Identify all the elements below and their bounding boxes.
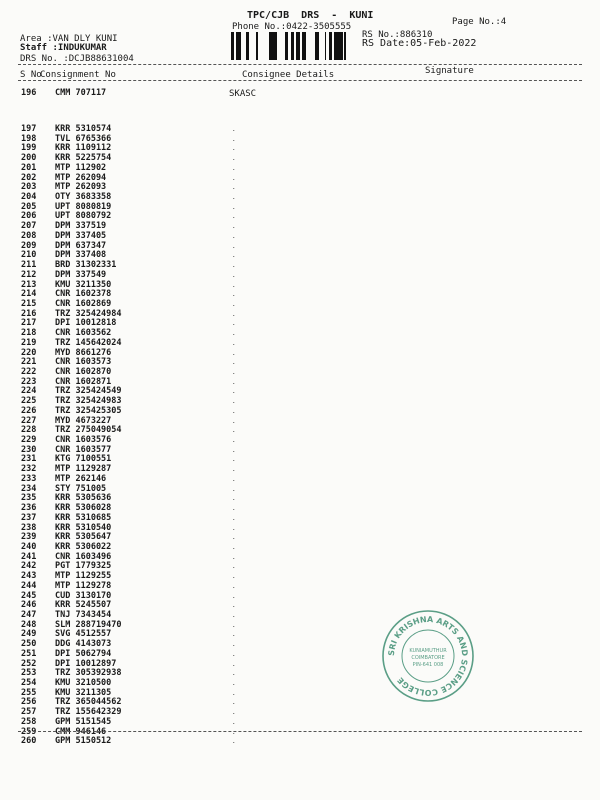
row-sno: 211 (21, 260, 37, 271)
row-consignment: OTY 3683358 (55, 192, 112, 203)
table-row (0, 669, 600, 678)
row-sno: 218 (21, 328, 37, 339)
row-mark: . (232, 514, 236, 522)
table-row (0, 572, 600, 581)
row-sno: 223 (21, 376, 37, 387)
row-sno: 253 (21, 668, 37, 679)
table-row (0, 397, 600, 406)
row-sno: 239 (21, 532, 37, 543)
row-sno: 222 (21, 367, 37, 377)
row-consignment: MTP 262094 (55, 172, 107, 183)
row-mark: . (232, 232, 236, 240)
row-sno: 251 (21, 648, 37, 659)
row-mark: . (232, 252, 236, 260)
row-mark: . (232, 203, 236, 211)
row-sno: 243 (21, 571, 37, 582)
staff-field: Staff :INDUKUMAR (20, 43, 107, 53)
table-row (0, 310, 600, 319)
row-mark: . (232, 174, 236, 182)
row-sno: 231 (21, 454, 37, 465)
row-mark: . (232, 388, 236, 396)
row-consignment: DPM 637347 (55, 240, 107, 251)
table-row (0, 533, 600, 542)
table-row (0, 222, 600, 231)
row-consignment: GPM 5150512 (55, 736, 112, 747)
row-mark: . (232, 300, 236, 308)
row-consignment: KMU 3210500 (55, 678, 112, 689)
row-sno: 226 (21, 405, 37, 416)
table-row (0, 193, 600, 202)
row-sno: 230 (21, 444, 37, 455)
row-mark: . (232, 582, 236, 590)
row-mark: . (232, 485, 236, 493)
row-mark: . (232, 223, 236, 231)
row-mark: . (232, 281, 236, 289)
row-mark: . (232, 524, 236, 532)
table-row (0, 281, 600, 290)
row-consignment: DPM 337408 (55, 250, 107, 261)
row-sno: 248 (21, 619, 37, 630)
row-consignment: TRZ 365044562 (55, 697, 122, 708)
table-row (0, 621, 600, 630)
row-sno: 217 (21, 318, 37, 329)
row-consignment: KMU 3211350 (55, 279, 112, 290)
table-row (0, 319, 600, 328)
row-consignment: CMM 946146 (55, 726, 107, 737)
row-consignment: MYD 4673227 (55, 415, 112, 426)
row-sno: 208 (21, 230, 37, 241)
row-mark: . (232, 602, 236, 610)
row-sno: 238 (21, 522, 37, 533)
row-sno: 198 (21, 133, 37, 144)
rs-date: RS Date:05-Feb-2022 (362, 38, 477, 49)
row-sno: 212 (21, 269, 37, 280)
table-row (0, 387, 600, 396)
row-mark: . (232, 349, 236, 357)
table-row (0, 300, 600, 309)
row-consignment: CNR 1603576 (55, 435, 112, 446)
table-row (0, 242, 600, 251)
row-consignment: UPT 8080792 (55, 211, 112, 222)
row-mark: . (232, 320, 236, 328)
row-sno: 205 (21, 201, 37, 212)
row-mark: . (232, 271, 236, 279)
row-sno: 256 (21, 697, 37, 708)
row-mark: . (232, 631, 236, 639)
row-mark: . (232, 310, 236, 318)
row-mark: . (232, 650, 236, 658)
row-mark: . (232, 699, 236, 707)
row-consignment: CNR 1602870 (55, 367, 112, 377)
row-sno: 229 (21, 435, 37, 446)
area-field: Area :VAN DLY KUNI (20, 34, 118, 44)
table-row (0, 698, 600, 707)
row-sno: 196 (21, 88, 37, 98)
table-row (0, 737, 600, 746)
row-consignment: KRR 5225754 (55, 153, 112, 164)
row-mark: . (232, 359, 236, 367)
table-row (0, 611, 600, 620)
row-sno: 214 (21, 289, 37, 300)
row-consignment: CNR 1603562 (55, 328, 112, 339)
row-mark: . (232, 660, 236, 668)
row-sno: 250 (21, 639, 37, 650)
table-row (0, 514, 600, 523)
row-mark: . (232, 369, 236, 376)
table-row (0, 251, 600, 260)
row-mark: . (232, 573, 236, 581)
table-row (0, 446, 600, 455)
row-sno: 206 (21, 211, 37, 222)
table-row (0, 417, 600, 426)
table-row (0, 708, 600, 717)
row-sno: 245 (21, 590, 37, 601)
row-mark: . (232, 534, 236, 542)
table-row (0, 135, 600, 144)
row-mark: . (232, 242, 236, 250)
row-consignment: SVG 4512557 (55, 629, 112, 640)
row-mark: . (232, 641, 236, 649)
row-sno: 227 (21, 415, 37, 426)
row-mark: . (232, 728, 236, 736)
row-consignment: MTP 262146 (55, 473, 107, 484)
table-row (0, 164, 600, 173)
table-row (0, 640, 600, 649)
row-mark: . (232, 398, 236, 406)
row-consignment: DPM 337519 (55, 221, 107, 232)
svg-text:COIMBATORE: COIMBATORE (411, 655, 445, 661)
row-consignment: KRR 5306022 (55, 541, 112, 552)
drs-number: DRS No. :DCJB88631004 (20, 54, 134, 64)
row-consignment: TRZ 325425305 (55, 405, 122, 416)
row-consignment: MTP 1129255 (55, 571, 112, 582)
row-consignment: CNR 1602869 (55, 298, 112, 309)
row-mark: . (232, 456, 236, 464)
row-consignment: TRZ 325424983 (55, 396, 122, 407)
row-consignment: CNR 1603573 (55, 357, 112, 368)
row-sno: 257 (21, 707, 37, 718)
row-consignment: BRD 31302331 (55, 260, 117, 271)
row-sno: 247 (21, 610, 37, 620)
row-consignee: SKASC (229, 89, 257, 99)
row-mark: . (232, 184, 236, 192)
row-sno: 259 (21, 726, 37, 737)
row-consignment: TRZ 155642329 (55, 707, 122, 718)
row-consignment: UPT 8080819 (55, 201, 112, 212)
row-sno: 225 (21, 396, 37, 407)
row-sno: 254 (21, 678, 37, 689)
row-sno: 197 (21, 124, 37, 134)
row-mark: . (232, 505, 236, 513)
row-mark: . (232, 563, 236, 571)
table-row (0, 349, 600, 358)
table-row (0, 582, 600, 591)
row-consignment: CNR 1602378 (55, 289, 112, 300)
row-consignment: CNR 1603496 (55, 551, 112, 562)
row-sno: 210 (21, 250, 37, 261)
row-consignment: TVL 6765366 (55, 133, 112, 144)
row-sno: 213 (21, 279, 37, 290)
table-row (0, 630, 600, 639)
table-row (0, 329, 600, 338)
row-sno: 199 (21, 143, 37, 154)
table-row (0, 407, 600, 416)
row-sno: 260 (21, 736, 37, 747)
row-consignment: KRR 5305636 (55, 493, 112, 504)
svg-text:SRI KRISHNA ARTS AND SCIENCE C: SRI KRISHNA ARTS AND SCIENCE COLLEGE (386, 614, 470, 698)
row-consignment: KRR 5310574 (55, 124, 112, 134)
table-row (0, 660, 600, 669)
row-mark: . (232, 407, 236, 415)
row-consignment: MTP 112902 (55, 162, 107, 173)
footer-divider (18, 731, 582, 732)
table-row (0, 455, 600, 464)
row-consignment: GPM 5151545 (55, 716, 112, 727)
row-consignment: DPI 10012818 (55, 318, 117, 329)
table-row (0, 144, 600, 153)
row-mark: . (232, 135, 236, 143)
svg-text:KUNIAMUTHUR: KUNIAMUTHUR (409, 648, 447, 654)
table-row (0, 89, 600, 98)
table-row (0, 339, 600, 348)
row-consignment: KRR 1109112 (55, 143, 112, 154)
row-mark: . (232, 262, 236, 270)
table-row (0, 174, 600, 183)
header-divider (18, 64, 582, 65)
table-row (0, 592, 600, 601)
row-mark: . (232, 155, 236, 163)
page-number: Page No.:4 (452, 17, 507, 27)
row-mark: . (232, 670, 236, 678)
row-consignment: TRZ 325424984 (55, 308, 122, 319)
row-mark: . (232, 553, 236, 561)
row-mark: . (232, 213, 236, 221)
row-mark: . (232, 164, 236, 172)
table-row (0, 368, 600, 377)
row-mark: . (232, 592, 236, 600)
row-sno: 252 (21, 658, 37, 669)
row-consignment: DDG 4143073 (55, 639, 112, 650)
row-consignment: STY 751005 (55, 483, 107, 494)
row-consignment: CNR 1602871 (55, 376, 112, 387)
table-row (0, 261, 600, 270)
row-mark: . (232, 718, 236, 726)
row-mark: . (232, 330, 236, 338)
row-consignment: TRZ 145642024 (55, 337, 122, 348)
row-consignment: DPM 337549 (55, 269, 107, 280)
column-header-consignee: Consignee Details (242, 70, 335, 80)
row-mark: . (232, 738, 236, 746)
table-row (0, 203, 600, 212)
row-mark: . (232, 689, 236, 697)
row-consignment: MYD 8661276 (55, 347, 112, 358)
row-sno: 216 (21, 308, 37, 319)
table-row (0, 475, 600, 484)
row-mark: . (232, 466, 236, 474)
column-header-signature: Signature (425, 66, 474, 76)
row-sno: 219 (21, 337, 37, 348)
row-mark: . (232, 291, 236, 299)
table-row (0, 562, 600, 571)
table-row (0, 154, 600, 163)
row-sno: 244 (21, 580, 37, 591)
table-row (0, 494, 600, 503)
row-consignment: CUD 3130170 (55, 590, 112, 601)
table-row (0, 378, 600, 387)
row-sno: 258 (21, 716, 37, 727)
row-consignment: KTG 7100551 (55, 454, 112, 465)
svg-text:PIN-641 008: PIN-641 008 (412, 662, 444, 668)
row-sno: 249 (21, 629, 37, 640)
row-mark: . (232, 437, 236, 445)
row-consignment: MTP 1129278 (55, 580, 112, 591)
row-consignment: MTP 1129287 (55, 464, 112, 475)
row-mark: . (232, 126, 236, 133)
row-sno: 240 (21, 541, 37, 552)
row-mark: . (232, 495, 236, 503)
table-row (0, 125, 600, 134)
phone-number: Phone No.:0422-3505555 (232, 22, 352, 32)
row-sno: 209 (21, 240, 37, 251)
table-row (0, 436, 600, 445)
table-row (0, 426, 600, 435)
row-sno: 220 (21, 347, 37, 358)
document-title: TPC/CJB DRS - KUNI (247, 10, 374, 21)
rs-number: RS No.:886310 (362, 30, 433, 40)
table-row (0, 232, 600, 241)
table-row (0, 212, 600, 221)
row-consignment: TNJ 7343454 (55, 610, 112, 620)
table-row (0, 679, 600, 688)
row-sno: 204 (21, 192, 37, 203)
row-mark: . (232, 680, 236, 688)
row-consignment: KRR 5305647 (55, 532, 112, 543)
column-header-sno: S No (20, 70, 42, 80)
barcode-image (229, 32, 355, 60)
row-mark: . (232, 709, 236, 717)
table-row (0, 183, 600, 192)
row-consignment: DPM 337405 (55, 230, 107, 241)
table-row (0, 290, 600, 299)
row-mark: . (232, 621, 236, 629)
row-mark: . (232, 194, 236, 202)
table-row (0, 601, 600, 610)
row-sno: 202 (21, 172, 37, 183)
row-sno: 235 (21, 493, 37, 504)
column-header-consignment: Consignment No (40, 70, 116, 80)
table-row (0, 718, 600, 727)
row-consignment: MTP 262093 (55, 182, 107, 193)
row-sno: 237 (21, 512, 37, 523)
row-mark: . (232, 475, 236, 483)
table-row (0, 650, 600, 659)
row-consignment: KRR 5306028 (55, 503, 112, 514)
row-consignment: TRZ 325424549 (55, 386, 122, 397)
row-sno: 201 (21, 162, 37, 173)
row-consignment: KMU 3211305 (55, 687, 112, 698)
table-row (0, 504, 600, 513)
row-consignment: KRR 5310540 (55, 522, 112, 533)
table-row (0, 553, 600, 562)
row-mark: . (232, 427, 236, 435)
row-mark: . (232, 446, 236, 454)
row-consignment: PGT 1779325 (55, 561, 112, 572)
table-row (0, 485, 600, 494)
table-row (0, 543, 600, 552)
row-mark: . (232, 145, 236, 153)
row-sno: 242 (21, 561, 37, 572)
row-mark: . (232, 612, 236, 619)
row-sno: 234 (21, 483, 37, 494)
table-row (0, 728, 600, 737)
row-consignment: CNR 1603577 (55, 444, 112, 455)
column-header-divider (18, 80, 582, 81)
row-sno: 233 (21, 473, 37, 484)
row-mark: . (232, 543, 236, 551)
row-sno: 207 (21, 221, 37, 232)
row-sno: 215 (21, 298, 37, 309)
row-consignment: TRZ 305392938 (55, 668, 122, 679)
row-mark: . (232, 378, 236, 386)
row-mark: . (232, 339, 236, 347)
row-sno: 232 (21, 464, 37, 475)
row-sno: 200 (21, 153, 37, 164)
row-sno: 228 (21, 425, 37, 436)
row-consignment: DPI 5062794 (55, 648, 112, 659)
row-sno: 255 (21, 687, 37, 698)
row-consignment: SLM 288719470 (55, 619, 122, 630)
row-consignment: CMM 707117 (55, 88, 107, 98)
table-row (0, 358, 600, 367)
row-consignment: KRR 5310685 (55, 512, 112, 523)
row-sno: 236 (21, 503, 37, 514)
row-consignment: DPI 10012897 (55, 658, 117, 669)
row-sno: 224 (21, 386, 37, 397)
row-consignment: TRZ 275049054 (55, 425, 122, 436)
college-seal-stamp (380, 608, 476, 704)
row-sno: 246 (21, 600, 37, 611)
table-row (0, 271, 600, 280)
row-sno: 221 (21, 357, 37, 368)
table-row (0, 465, 600, 474)
row-mark: . (232, 417, 236, 425)
row-sno: 241 (21, 551, 37, 562)
row-consignment: KRR 5245507 (55, 600, 112, 611)
table-row (0, 524, 600, 533)
table-row (0, 689, 600, 698)
row-sno: 203 (21, 182, 37, 193)
